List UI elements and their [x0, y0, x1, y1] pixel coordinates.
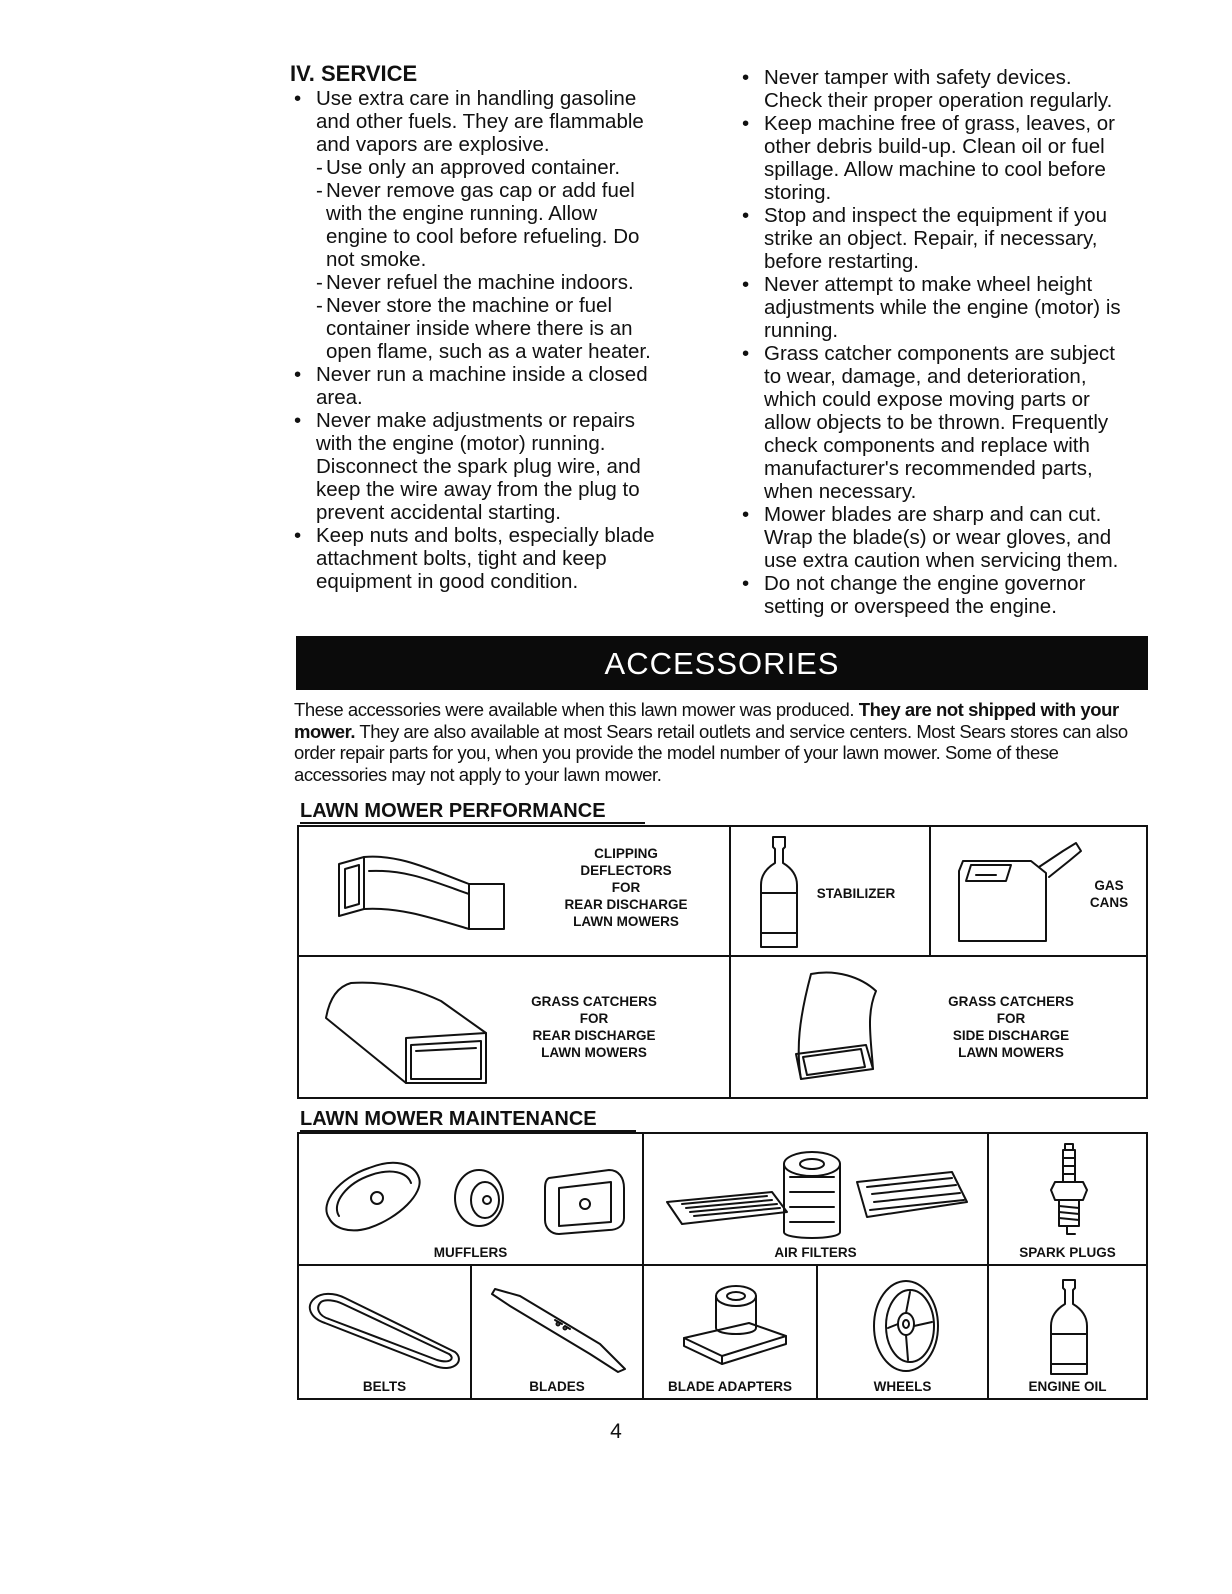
service-right-column	[738, 66, 1158, 618]
service-item: • Never run a machine inside a closed area.	[290, 363, 710, 409]
service-item: • Never make adjustments or repairs with the engine (motor) running. Disconnect the spark plug wire, and keep the wire away from the plug to prevent accidental starting.	[290, 409, 710, 524]
gas-can-icon	[951, 841, 1091, 945]
rear-grass-catcher-icon	[321, 973, 491, 1093]
blade-adapters-label: BLADE ADAPTERS	[667, 1379, 792, 1394]
service-item: • Grass catcher components are subject to wear, damage, and deterioration, which could expose moving parts or allow objects to be thrown. Frequently check components and replace with manufacturer's recommended parts, when necessary.	[738, 342, 1158, 503]
side-grass-catchers-label: GRASS CATCHERS FOR SIDE DISCHARGE LAWN MOWERS	[948, 994, 1074, 1060]
belt-icon	[305, 1278, 467, 1373]
service-item: • Keep nuts and bolts, especially blade attachment bolts, tight and keep equipment in good condition.	[290, 524, 710, 593]
air-filters-label: AIR FILTERS	[774, 1245, 857, 1260]
performance-heading: LAWN MOWER PERFORMANCE	[300, 800, 645, 824]
wheel-icon	[866, 1276, 946, 1376]
clipping-deflectors-label: CLIPPING DEFLECTORS FOR REAR DISCHARGE LAWN MOWERS	[564, 846, 688, 929]
service-item: • Do not change the engine governor setting or overspeed the engine.	[738, 572, 1158, 618]
muffler-icon	[319, 1148, 629, 1243]
mufflers-cell	[297, 1132, 644, 1266]
accessories-banner: ACCESSORIES	[296, 636, 1148, 690]
service-left-column	[290, 60, 710, 593]
side-grass-catcher-icon	[781, 969, 886, 1094]
spark-plugs-cell	[987, 1132, 1148, 1266]
wheels-label: WHEELS	[873, 1379, 932, 1394]
service-item: • Keep machine free of grass, leaves, or other debris build-up. Clean oil or fuel spillage. Allow machine to cool before storing.	[738, 112, 1158, 204]
page-number: 4	[610, 1420, 622, 1443]
blades-label: BLADES	[529, 1379, 585, 1394]
service-item: • Stop and inspect the equipment if you strike an object. Repair, if necessary, before restarting.	[738, 204, 1158, 273]
mufflers-label: MUFFLERS	[433, 1245, 508, 1260]
service-subitem: - Never refuel the machine indoors.	[316, 271, 710, 294]
blades-cell	[470, 1264, 644, 1400]
service-subitem: - Use only an approved container.	[316, 156, 710, 179]
clipping-deflector-icon	[329, 849, 509, 939]
gas-cans-cell	[929, 825, 1148, 957]
service-item: • Mower blades are sharp and can cut. Wrap the blade(s) or wear gloves, and use extra caution when servicing them.	[738, 503, 1158, 572]
belts-cell	[297, 1264, 472, 1400]
service-item: • Never tamper with safety devices. Check their proper operation regularly.	[738, 66, 1158, 112]
air-filter-icon	[662, 1142, 972, 1242]
clipping-deflectors-cell	[297, 825, 731, 957]
stabilizer-cell	[729, 825, 931, 957]
oil-bottle-icon	[1045, 1278, 1095, 1378]
blade-adapter-icon	[674, 1278, 794, 1373]
service-subitem: - Never store the machine or fuel container inside where there is an open flame, such as a water heater.	[316, 294, 710, 363]
service-subitem: - Never remove gas cap or add fuel with the engine running. Allow engine to cool before refueling. Do not smoke.	[316, 179, 710, 271]
service-item: • Never attempt to make wheel height adjustments while the engine (motor) is running.	[738, 273, 1158, 342]
service-item: • Use extra care in handling gasoline and other fuels. They are flammable and vapors are explosive.	[290, 87, 710, 156]
air-filters-cell	[642, 1132, 989, 1266]
rear-grass-catchers-cell	[297, 955, 731, 1099]
stabilizer-label: STABILIZER	[816, 886, 896, 901]
rear-grass-catchers-label: GRASS CATCHERS FOR REAR DISCHARGE LAWN MOWERS	[531, 994, 657, 1060]
gas-cans-label: GAS CANS	[1089, 878, 1129, 910]
side-grass-catchers-cell	[729, 955, 1148, 1099]
blade-adapters-cell	[642, 1264, 818, 1400]
spark-plug-icon	[1047, 1142, 1091, 1242]
wheels-cell	[816, 1264, 989, 1400]
spark-plugs-label: SPARK PLUGS	[1019, 1245, 1116, 1260]
engine-oil-cell	[987, 1264, 1148, 1400]
bottle-icon	[755, 835, 805, 950]
service-title: IV. SERVICE	[290, 61, 418, 86]
blade-icon	[490, 1284, 630, 1374]
accessories-intro: These accessories were available when this lawn mower was produced. They are not shipped with your mower. They are also available at most Sears retail outlets and service centers. Most Sears stores can also order repair parts for you, when you provide the model number of your lawn mower. Some of these accessories may not apply to your lawn mower.	[294, 699, 1128, 785]
maintenance-heading: LAWN MOWER MAINTENANCE	[300, 1108, 636, 1132]
engine-oil-label: ENGINE OIL	[1028, 1379, 1107, 1394]
belts-label: BELTS	[362, 1379, 407, 1394]
